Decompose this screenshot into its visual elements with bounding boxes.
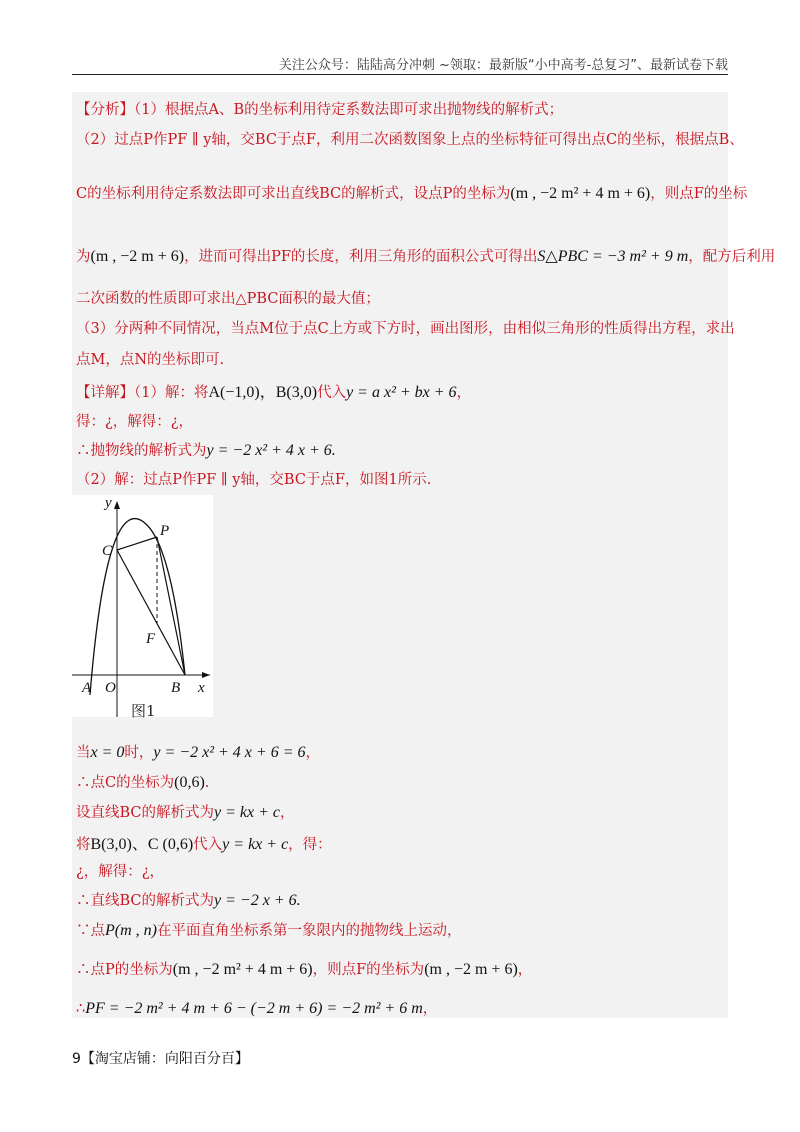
detail-line-1: 【详解】（1）解：将A(−1,0)，B(3,0)代入y = a x² + bx + 6，: [76, 384, 472, 401]
footer-text: 9【淘宝店铺：向阳百分百】: [72, 1051, 249, 1067]
page-header: [72, 54, 728, 75]
segment-cb: [117, 550, 185, 675]
label-x: x: [198, 680, 205, 696]
header-text: 关注公众号：陆陆高分冲刺 ~领取：最新版“小中高考-总复习”、最新试卷下载: [278, 58, 728, 73]
analysis-line-1: 【分析】（1）根据点A、B的坐标利用待定系数法即可求出抛物线的解析式；: [76, 102, 564, 118]
detail-line-9: ¿，解得：¿，: [76, 864, 165, 880]
y-axis-arrow: [114, 501, 120, 509]
analysis-line-6: （3）分两种不同情况，当点M位于点C上方或下方时，画出图形，由相似三角形的性质得出方程，求出: [76, 321, 735, 337]
detail-line-10: ∴直线BC的解析式为y = −2 x + 6.: [76, 892, 301, 909]
detail-line-13: ∴PF = −2 m² + 4 m + 6 − (−2 m + 6) = −2 m² + 6 m，: [76, 1000, 438, 1017]
parabola-diagram: [72, 495, 213, 717]
page-footer: [72, 1048, 249, 1068]
analysis-line-2: （2）过点P作PF ∥ y轴，交BC于点F，利用二次函数图象上点的坐标特征可得出点C的坐标，根据点B、: [76, 132, 744, 148]
x-axis-arrow: [202, 672, 210, 678]
segment-pb: [157, 537, 185, 675]
detail-line-12: ∴点P的坐标为(m , −2 m² + 4 m + 6)，则点F的坐标为(m , −2 m + 6)，: [76, 961, 533, 978]
analysis-line-5: 二次函数的性质即可求出△PBC面积的最大值；: [76, 291, 380, 307]
label-f: F: [146, 631, 156, 647]
figure-caption: 图1: [131, 702, 156, 720]
label-b: B: [171, 680, 181, 696]
analysis-line-3: C的坐标利用待定系数法即可求出直线BC的解析式，设点P的坐标为(m , −2 m² + 4 m + 6)，则点F的坐标: [76, 185, 748, 202]
detail-line-8: 将B(3,0)、C (0,6)代入y = kx + c，得：: [76, 836, 332, 853]
segment-cp: [117, 537, 157, 550]
label-a: A: [82, 680, 92, 696]
detail-line-3: ∴抛物线的解析式为y = −2 x² + 4 x + 6.: [76, 442, 336, 459]
detail-line-2: 得：¿，解得：¿，: [76, 414, 194, 430]
detail-line-11: ∵点P(m , n)在平面直角坐标系第一象限内的抛物线上运动，: [76, 922, 462, 939]
analysis-line-4: 为(m , −2 m + 6)，进而可得出PF的长度，利用三角形的面积公式可得出S△PBC = −3 m² + 9 m，配方后利用: [76, 248, 776, 265]
detail-line-5: 当x = 0时，y = −2 x² + 4 x + 6 = 6，: [76, 744, 320, 761]
analysis-line-7: 点M，点N的坐标即可.: [76, 352, 225, 368]
detail-line-4: （2）解：过点P作PF ∥ y轴，交BC于点F，如图1所示.: [76, 472, 432, 488]
label-o: O: [105, 680, 116, 696]
detail-line-7: 设直线BC的解析式为y = kx + c，: [76, 804, 295, 821]
label-p: P: [160, 523, 170, 539]
figure-1: [72, 495, 213, 717]
label-c: C: [102, 543, 113, 559]
detail-line-6: ∴点C的坐标为(0,6).: [76, 774, 210, 791]
label-y: y: [105, 495, 112, 511]
